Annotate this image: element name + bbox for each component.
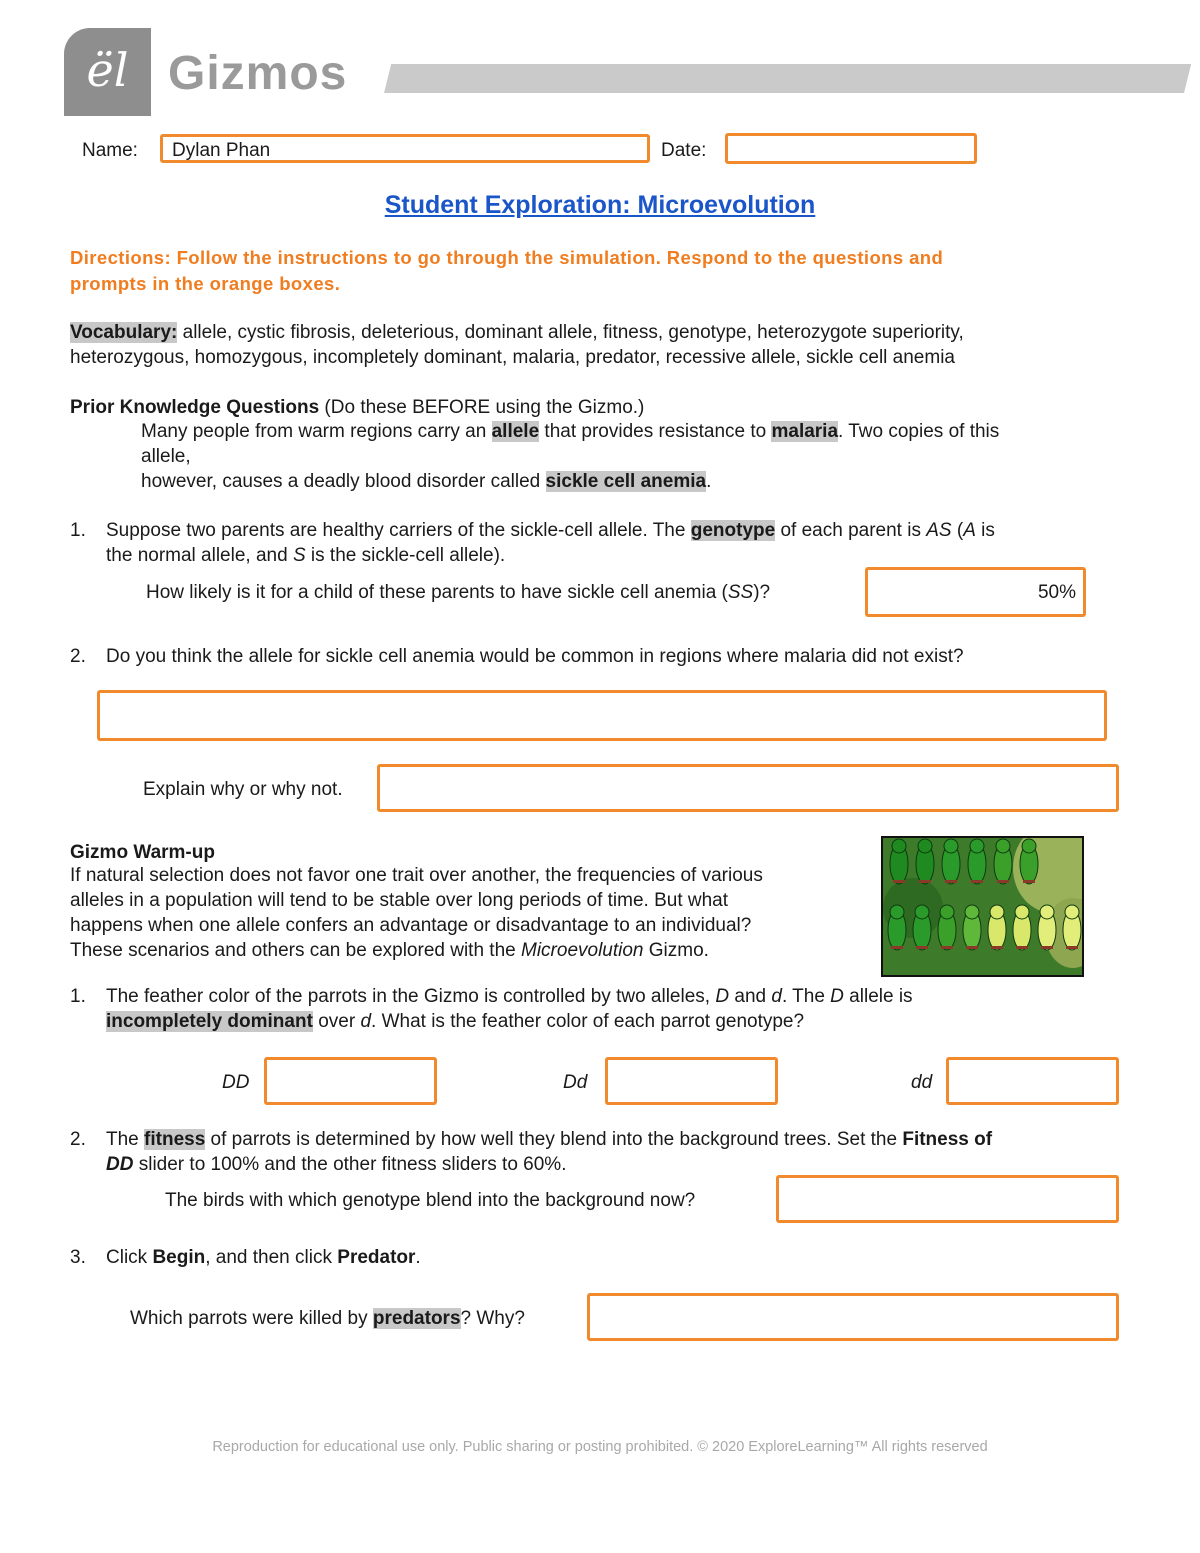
warmup-question-3-text: Click Begin, and then click Predator.	[106, 1247, 421, 1268]
footer-copyright: Reproduction for educational use only. Public sharing or posting prohibited. © 2020 ExploreLearning™ All rights reserved	[212, 1439, 988, 1455]
question-2-text: Do you think the allele for sickle cell anemia would be common in regions where malaria did not exist?	[106, 646, 964, 667]
vocabulary	[70, 320, 1130, 370]
name-label: Name:	[82, 140, 138, 161]
parrot-icon	[1013, 905, 1031, 950]
genotype-recessive-dd-label: dd	[911, 1072, 933, 1093]
question-1-prompt: How likely is it for a child of these parents to have sickle cell anemia (SS)?	[146, 582, 771, 603]
warmup-text: If natural selection does not favor one trait over another, the frequencies of various alleles in a population will tend to be stable over long periods of time. But what happens when one allele confers an advantage or disadvantage to an individual? These scenarios and others can be explored with the Microevolution Gizmo.	[70, 865, 763, 961]
genotype-dd-field[interactable]	[264, 1057, 437, 1105]
question-1-answer: 50%	[1037, 582, 1076, 603]
parrot-icon	[968, 839, 986, 884]
vocabulary-label: Vocabulary:	[70, 322, 178, 343]
header-bar	[384, 64, 1191, 93]
question-2-answer-field[interactable]	[97, 690, 1107, 741]
parrot-icon	[890, 839, 908, 884]
warmup-question-2-text: The fitness of parrots is determined by how well they blend into the background trees. Set the Fitness of DD slider to 100% and the other fitness sliders to 60%.	[106, 1129, 993, 1175]
parrot-icon	[888, 905, 906, 950]
parrot-icon	[988, 905, 1006, 950]
brand-name: Gizmos	[168, 47, 348, 100]
genotype-Dd-field[interactable]	[605, 1057, 778, 1105]
warmup-heading: Gizmo Warm-up	[70, 842, 215, 863]
genotype-dd-label: DD	[222, 1072, 250, 1093]
parrot-icon	[994, 839, 1012, 884]
directions	[70, 245, 1070, 297]
parrot-icon	[942, 839, 960, 884]
vocabulary-line-1: allele, cystic fibrosis, deleterious, dominant allele, fitness, genotype, heterozygote superiority,	[177, 322, 964, 343]
term-predators: predators	[372, 1308, 461, 1329]
question-2-explain-prompt: Explain why or why not.	[143, 779, 343, 800]
term-incompletely-dominant: incompletely dominant	[106, 1011, 313, 1032]
directions-line-2: prompts in the orange boxes.	[70, 273, 341, 294]
question-1-text: Suppose two parents are healthy carriers of the sickle-cell allele. The genotype of each parent is AS (A is the normal allele, and S is the sickle-cell allele).	[106, 520, 995, 566]
warmup-question-2-answer-field[interactable]	[776, 1175, 1119, 1223]
parrots-illustration	[881, 836, 1084, 977]
vocabulary-line-2: heterozygous, homozygous, incompletely dominant, malaria, predator, recessive allele, sickle cell anemia	[70, 347, 955, 368]
parrot-icon	[1020, 839, 1038, 884]
warmup-question-3-prompt: Which parrots were killed by predators? Why?	[130, 1308, 525, 1329]
page-title: Student Exploration: Microevolution	[384, 191, 816, 219]
parrot-icon	[938, 905, 956, 950]
parrot-icon	[916, 839, 934, 884]
term-malaria: malaria	[771, 421, 839, 442]
question-number: 3.	[70, 1247, 86, 1268]
parrot-icon	[1038, 905, 1056, 950]
question-number: 2.	[70, 646, 86, 667]
date-field[interactable]	[725, 133, 977, 164]
warmup-question-1-text: The feather color of the parrots in the Gizmo is controlled by two alleles, D and d. The D allele is incompletely dominant over d. What is the feather color of each parrot genotype?	[106, 986, 913, 1032]
name-value: Dylan Phan	[172, 140, 271, 161]
parrot-icon	[913, 905, 931, 950]
warmup-question-2-prompt: The birds with which genotype blend into the background now?	[165, 1190, 696, 1211]
directions-line-1: Directions: Follow the instructions to go through the simulation. Respond to the questions and	[70, 247, 944, 268]
term-sickle-cell-anemia: sickle cell anemia	[545, 471, 707, 492]
question-number: 2.	[70, 1129, 86, 1150]
genotype-recessive-dd-field[interactable]	[946, 1057, 1119, 1105]
prior-knowledge-heading: Prior Knowledge Questions (Do these BEFORE using the Gizmo.)	[70, 397, 645, 418]
term-genotype: genotype	[690, 520, 776, 541]
term-fitness: fitness	[144, 1129, 206, 1150]
term-allele: allele	[491, 421, 540, 442]
genotype-Dd-label: Dd	[563, 1072, 588, 1093]
prior-knowledge-intro: Many people from warm regions carry an allele that provides resistance to malaria. Two copies of this allele, however, causes a deadly blood disorder called sickle cell anemia.	[141, 421, 1000, 492]
question-number: 1.	[70, 986, 86, 1007]
parrots-illustration-svg	[883, 838, 1082, 975]
date-label: Date:	[661, 140, 707, 161]
parrot-icon	[1063, 905, 1081, 950]
warmup-question-3-answer-field[interactable]	[587, 1293, 1119, 1341]
question-number: 1.	[70, 520, 86, 541]
question-2-explain-field[interactable]	[377, 764, 1119, 812]
parrot-icon	[963, 905, 981, 950]
logo-glyph: ël	[86, 43, 129, 97]
